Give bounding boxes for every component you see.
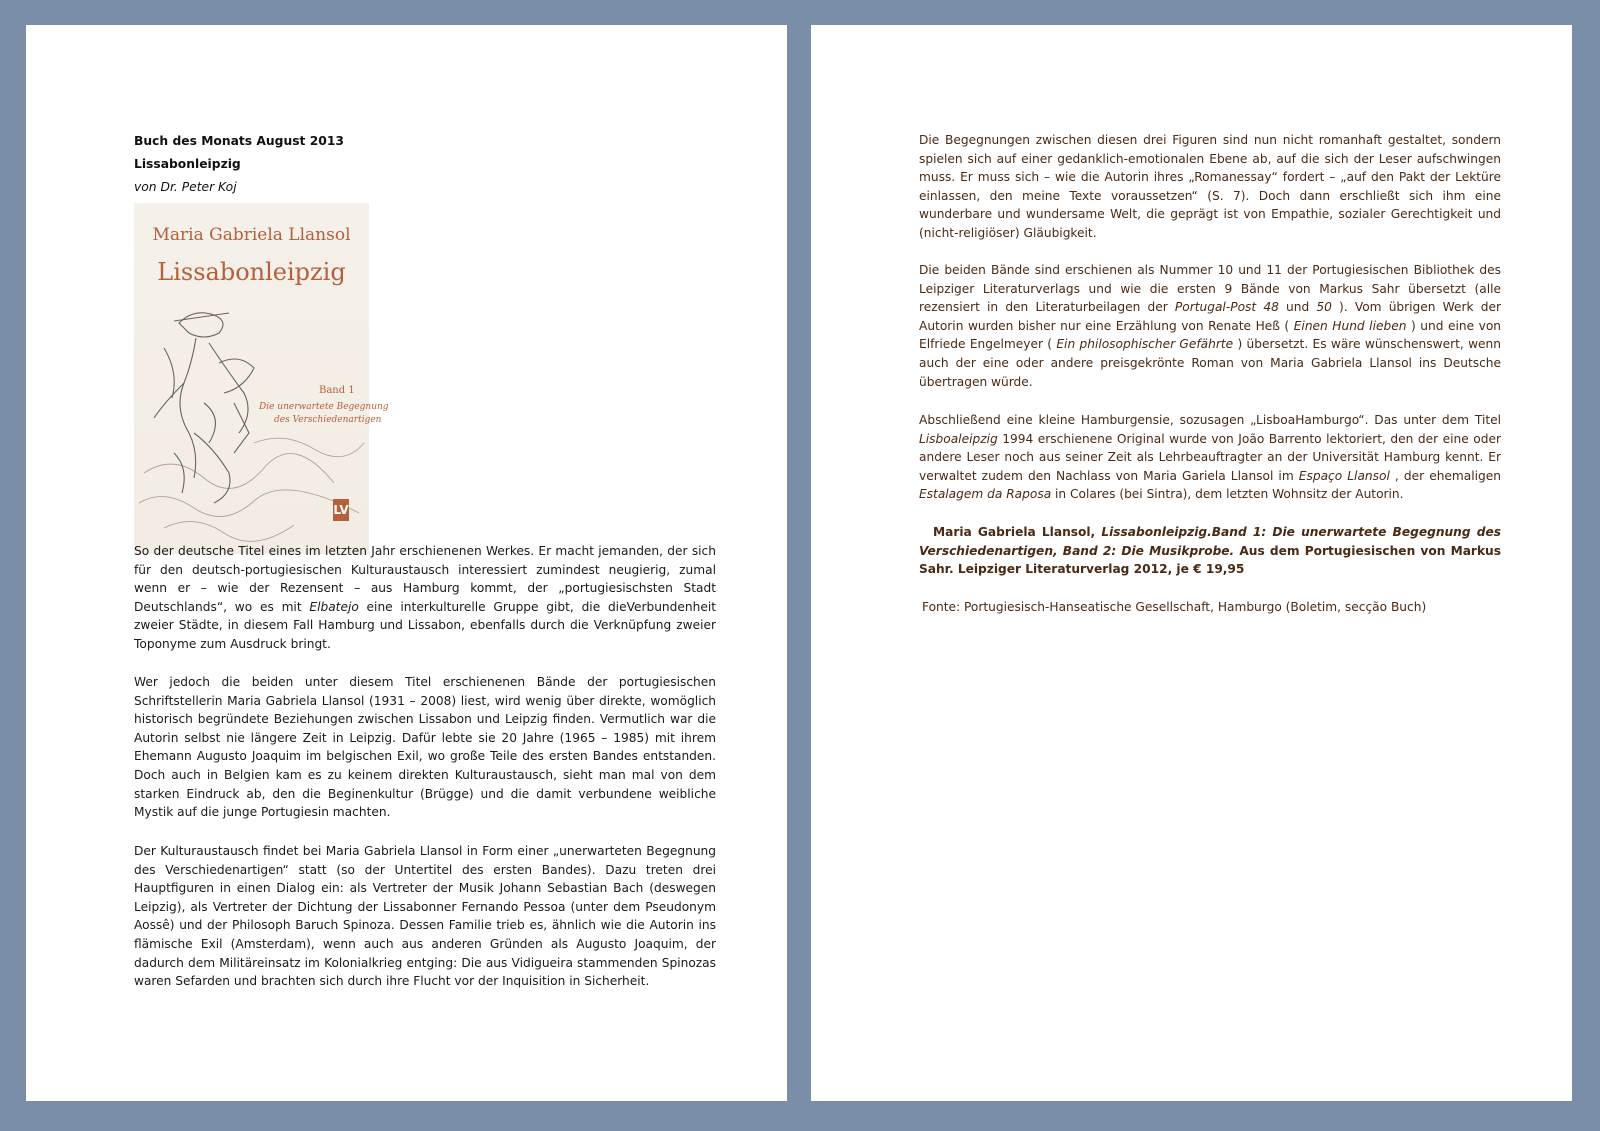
paragraph-1-text-end: eine interkulturelle Gruppe gibt, die dieVerbundenheit zweier Städte, in diesem Fall Hamburg und Lissabon, ebenfalls durch die Verknüpfung zweier Toponyme zum Ausdruck bringt. — [134, 599, 716, 651]
paragraph-4: Die Begegnungen zwischen diesen drei Figuren sind nun nicht romanhaft gestaltet, sondern spielen sich auf einer gedanklich-emotionalen Ebene ab, auf die sich der Leser aufschwingen muss. Er muss sich – wie die Autorin ihres „Romanessay“ fordert – „auf den Pakt der Lektüre einlassen, den meine Texte voraussetzen“ (S. 7). Doch dann erschließt sich ihm eine wunderbare und wundersame Welt, die geprägt ist von Empathie, sozialer Gerechtigkeit und (nicht-religiöser) Gläubigkeit. — [919, 133, 1501, 240]
paragraph-1-text: So der deutsche Titel eines im letzten Jahr erschienenen Werkes. Er macht jemanden, der sich für den deutsch-portugiesischen Kulturaustausch interessiert zumindest neugierig, zumal wenn er – wie der Rezensent – aus Hamburg kommt, der „portugiesischsten Stadt Deutschlands“, wo es mit — [134, 544, 716, 614]
source-note: Fonte: Portugiesisch-Hanseatische Gesellschaft, Hamburgo (Boletim, secção Buch) — [922, 600, 1427, 614]
paragraph-6-text-end: in Colares (bei Sintra), dem letzten Wohnsitz der Autorin. — [1051, 487, 1404, 502]
heading-title: Lissabonleipzig — [134, 157, 241, 171]
title-einen-hund-lieben: Einen Hund lieben — [1293, 318, 1407, 333]
paragraph-1 — [134, 542, 716, 654]
heading-book-of-month: Buch des Monats August 2013 — [134, 134, 344, 148]
paragraph-5-text-end: ) übersetzt. Es wäre wünschenswert, wenn auch der eine oder andere preisgekrönte Roman von Maria Gabriela Llansol ins Deutsche übertragen würde. — [919, 337, 1501, 389]
cover-title: Lissabonleipzig — [157, 258, 346, 286]
paragraph-5-text-3: ) und eine von Elfriede Engelmeyer ( — [919, 318, 1501, 352]
estalagem-da-raposa: Estalagem da Raposa — [919, 487, 1052, 502]
page-right — [811, 25, 1572, 1101]
citation-publisher: Aus dem Portugiesischen von Markus Sahr. Leipziger Literaturverlag 2012, je € 19,95 — [919, 543, 1501, 577]
paragraph-2: Wer jedoch die beiden unter diesem Titel erschienenen Bände der portugiesischen Schriftstellerin Maria Gabriela Llansol (1931 – 2008) liest, wird wenig über direkte, womöglich historisch begründete Beziehungen zwischen Lissabon und Leipzig finden. Vermutlich war die Autorin selbst nie längere Zeit in Leipzig. Dafür lebte sie 20 Jahre (1965 – 1985) mit ihrem Ehemann Augusto Joaquim im belgischen Exil, wo große Teile des ersten Bandes entstanden. Doch auch in Belgien kam es zu keinem direkten Kulturaustausch, sieht man mal von dem starken Eindruck ab, den die Beginenkultur (Brügge) und die damit verbundene weibliche Mystik auf die junge Portugiesin machten. — [134, 675, 716, 820]
title-lisboaleipzig: Lisboaleipzig — [919, 431, 998, 446]
book-citation — [919, 523, 1501, 579]
portugal-post-48: Portugal-Post 48 — [1174, 300, 1279, 315]
paragraph-6-text: Abschließend eine kleine Hamburgensie, sozusagen „LisboaHamburgo“. Das unter dem Titel — [919, 413, 1501, 427]
paragraph-6-text-3: , der ehemaligen — [1389, 468, 1501, 483]
byline: von Dr. Peter Koj — [134, 180, 237, 194]
paragraph-6 — [919, 411, 1501, 504]
cover-subtitle-line1: Die unerwartete Begegnung — [259, 402, 389, 412]
paragraph-6-text-2: 1994 erschienene Original wurde von João Barrento lektoriert, den der eine oder andere Leser noch aus seiner Zeit als Lehrbeauftragter an der Universität Hamburg kennt. Er verwaltet zudem den Nachlass von Maria Gariela Llansol im — [919, 431, 1501, 483]
page-left — [26, 25, 787, 1101]
paragraph-5 — [919, 261, 1501, 391]
paragraph-5-and: und — [1278, 300, 1317, 315]
citation-author: Maria Gabriela Llansol, — [933, 525, 1102, 539]
publisher-logo: LV — [333, 499, 349, 521]
elbatejo-term: Elbatejo — [309, 599, 359, 614]
portugal-post-50: 50 — [1316, 300, 1332, 315]
book-cover-image — [134, 203, 389, 554]
cover-band-number: Band 1 — [319, 385, 355, 396]
cover-subtitle-line2: des Verschiedenartigen — [274, 415, 382, 425]
citation-title: Lissabonleipzig.Band 1: Die unerwartete Begegnung des Verschiedenartigen, Band 2: Die Musikprobe. — [919, 525, 1501, 558]
paragraph-5-text: Die beiden Bände sind erschienen als Nummer 10 und 11 der Portugiesischen Bibliothek des Leipziger Literaturverlags und wie die ersten 9 Bände von Markus Sahr übersetzt (alle rezensiert in den Literaturbeilagen der — [919, 263, 1501, 315]
cover-author: Maria Gabriela Llansol — [152, 225, 351, 245]
title-ein-philosophischer-gefaehrte: Ein philosophischer Gefährte — [1056, 337, 1234, 352]
paragraph-3: Der Kulturaustausch findet bei Maria Gabriela Llansol in Form einer „unerwarteten Begegnung des Verschiedenartigen“ statt (so der Untertitel des ersten Bandes). Dazu treten drei Hauptfiguren in einen Dialog ein: als Vertreter der Musik Johann Sebastian Bach (deswegen Leipzig), als Vertreter der Dichtung der Lissabonner Fernando Pessoa (unter dem Pseudonym Aossê) und der Philosoph Baruch Spinoza. Dessen Familie trieb es, ähnlich wie die Autorin ins flämische Exil (Amsterdam), wenn auch aus anderen Gründen als Augusto Joaquim, der dadurch dem Militäreinsatz im Kolonialkrieg entging: Die aus Vidigueira stammenden Spinozas waren Sefarden und brachten sich durch ihre Flucht vor der Inquisition in Sicherheit. — [134, 844, 716, 989]
paragraph-5-text-2: ). Vom übrigen Werk der Autorin wurden bisher nur eine Erzählung von Renate Heß ( — [919, 300, 1501, 333]
espaco-llansol: Espaço Llansol — [1298, 468, 1390, 483]
